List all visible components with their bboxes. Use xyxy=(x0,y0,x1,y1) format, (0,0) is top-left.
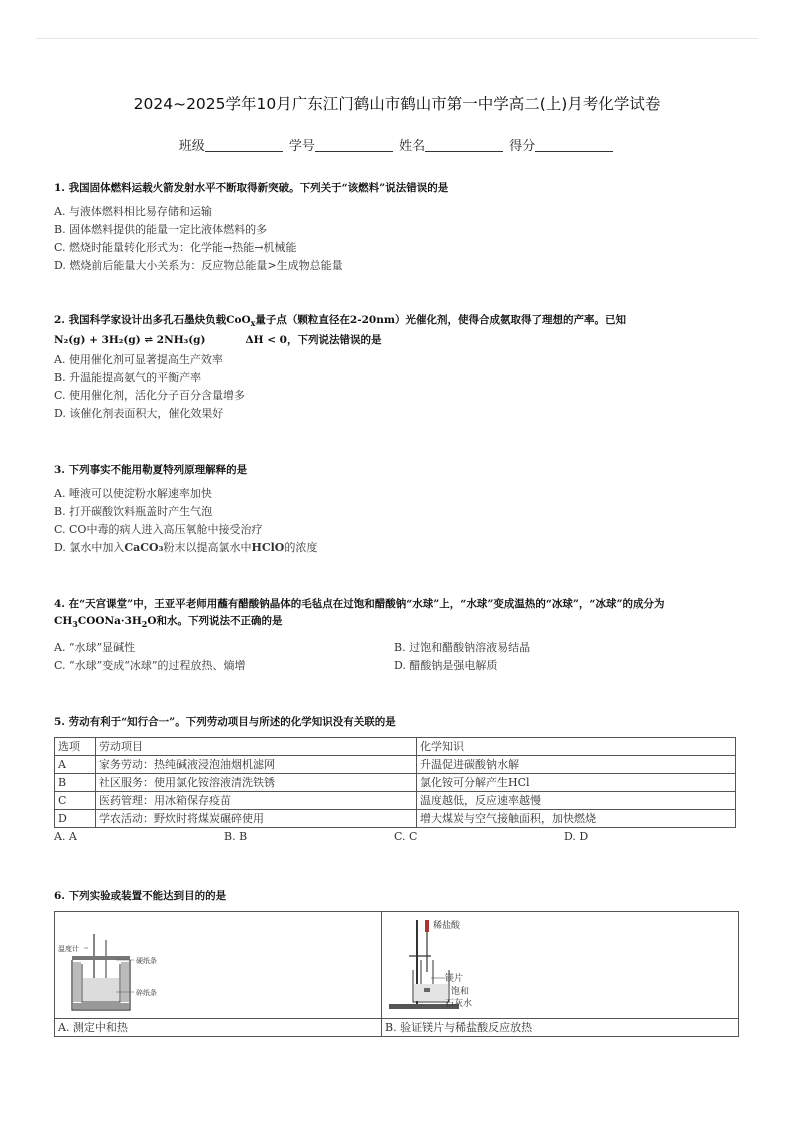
option-a: A. 唾液可以使淀粉水解速率加快 xyxy=(54,487,212,500)
question-stem: 4. 在“天宫课堂”中，王亚平老师用蘸有醋酸钠晶体的毛毡点在过饱和醋酸钠“水球”上，“水球”变成温热的“冰球”，“冰球”的成分为$CH_3COONa\cdot 3H_2O$和水。下列说法不正确的是 xyxy=(54,598,665,630)
label-paper-scraps: 碎纸条 xyxy=(136,989,157,997)
table-cell: 社区服务：使用氯化铵溶液清洗铁锈 xyxy=(96,774,417,792)
enthalpy-change: ΔH < 0 xyxy=(245,334,287,347)
question-1 xyxy=(54,180,740,275)
label-dilute-hcl: 稀盐酸 xyxy=(433,921,461,931)
option-b: B. 过饱和醋酸钠溶液易结晶 xyxy=(394,641,531,655)
magnesium-reaction-figure-cell xyxy=(382,912,739,1019)
id-label: 学号 xyxy=(288,139,315,154)
table-cell: C xyxy=(55,792,96,810)
labor-knowledge-table xyxy=(54,737,736,828)
option-c: C. 燃烧时能量转化形式为：化学能→热能→机械能 xyxy=(54,241,297,254)
header-cell: 劳动项目 xyxy=(96,738,417,756)
question-stem: 5. 劳动有利于“知行合一”。下列劳动项目与所述的化学知识没有关联的是 xyxy=(54,716,396,728)
table-cell: B xyxy=(55,774,96,792)
score-blank xyxy=(535,139,613,152)
table-cell: 温度越低，反应速率越慢 xyxy=(417,792,736,810)
option-a: A. 与液体燃料相比易存储和运输 xyxy=(54,205,212,218)
question-stem: 3. 下列事实不能用勒夏特列原理解释的是 xyxy=(54,464,248,476)
class-blank xyxy=(205,139,283,152)
option-a: A. A xyxy=(54,830,77,843)
label-mg-strip: 镁片 xyxy=(445,974,464,984)
label-cardboard: 硬纸条 xyxy=(136,957,157,965)
option-b: B. 升温能提高氨气的平衡产率 xyxy=(54,371,202,385)
id-blank xyxy=(315,139,393,152)
question-stem: 1. 我国固体燃料运载火箭发射水平不断取得新突破。下列关于“该燃料”说法错误的是 xyxy=(54,182,449,194)
class-label: 班级 xyxy=(178,139,205,154)
experiment-table xyxy=(54,911,739,1037)
table-cell: D xyxy=(55,810,96,828)
table-row xyxy=(55,792,736,810)
table-cell: 增大煤炭与空气接触面积，加快燃烧 xyxy=(417,810,736,828)
table-row xyxy=(55,774,736,792)
question-2 xyxy=(54,312,740,423)
option-b: B. 打开碳酸饮料瓶盖时产生气泡 xyxy=(54,505,213,518)
table-cell: 学农活动：野炊时将煤炭碾碎使用 xyxy=(96,810,417,828)
question-5 xyxy=(54,714,740,846)
question-3 xyxy=(54,462,740,557)
header-cell: 选项 xyxy=(55,738,96,756)
table-cell: 医药管理：用冰箱保存疫苗 xyxy=(96,792,417,810)
name-label: 姓名 xyxy=(399,139,426,154)
magnesium-reaction-diagram xyxy=(385,912,735,1015)
calorimeter-figure-cell xyxy=(55,912,382,1019)
header-cell: 化学知识 xyxy=(417,738,736,756)
name-blank xyxy=(425,139,503,152)
table-cell: A xyxy=(55,756,96,774)
score-label: 得分 xyxy=(509,139,536,154)
question-stem: 6. 下列实验或装置不能达到目的的是 xyxy=(54,890,227,902)
top-divider xyxy=(36,38,758,39)
question-stem: 2. 我国科学家设计出多孔石墨炔负载CoO$_x$量子点（颗粒直径在2-20nm）光催化剂，使得合成氨取得了理想的产率。已知 xyxy=(54,314,626,329)
question-4 xyxy=(54,596,740,675)
option-c: C. C xyxy=(394,830,418,843)
table-cell: 升温促进碳酸钠水解 xyxy=(417,756,736,774)
option-d: D. 该催化剂表面积大，催化效果好 xyxy=(54,407,224,421)
label-limewater: 石灰水 xyxy=(445,999,473,1009)
question-6 xyxy=(54,888,740,1037)
page-title: 2024~2025学年10月广东江门鹤山市鹤山市第一中学高二(上)月考化学试卷 xyxy=(133,95,661,113)
option-d: D. D xyxy=(564,830,589,843)
question-stem-equation: N₂(g) + 3H₂(g) ⇌ 2NH₃(g) ΔH < 0，下列说法错误的是 xyxy=(54,334,382,347)
option-c: C. CO中毒的病人进入高压氧舱中接受治疗 xyxy=(54,523,263,536)
label-thermometer: 温度计 xyxy=(58,945,79,953)
table-row xyxy=(55,810,736,828)
option-c: C. 使用催化剂，活化分子百分含量增多 xyxy=(54,389,246,403)
label-saturated: 饱和 xyxy=(451,987,470,997)
option-d: D. 醋酸钠是强电解质 xyxy=(394,659,498,673)
caption-b: B. 验证镁片与稀盐酸反应放热 xyxy=(382,1019,739,1037)
reaction-equation: N₂(g) + 3H₂(g) ⇌ 2NH₃(g) xyxy=(54,334,206,347)
option-d: D. 燃烧前后能量大小关系为：反应物总能量>生成物总能量 xyxy=(54,259,343,272)
option-b: B. B xyxy=(224,830,248,843)
option-d: D. 氯水中加入CaCO₃粉末以提高氯水中HClO的浓度 xyxy=(54,541,318,554)
student-info-line xyxy=(0,135,794,154)
option-b: B. 固体燃料提供的能量一定比液体燃料的多 xyxy=(54,223,268,236)
option-a: A. 使用催化剂可显著提高生产效率 xyxy=(54,353,223,367)
table-header-row xyxy=(55,738,736,756)
caption-a: A. 测定中和热 xyxy=(55,1019,382,1037)
table-row xyxy=(55,756,736,774)
table-cell: 家务劳动：热纯碱液浸泡油烟机滤网 xyxy=(96,756,417,774)
option-c: C. “水球”变成“冰球”的过程放热、熵增 xyxy=(54,659,246,673)
table-cell: 氯化铵可分解产生HCl xyxy=(417,774,736,792)
option-a: A. “水球”显碱性 xyxy=(54,641,136,655)
calorimeter-diagram xyxy=(58,912,378,1015)
